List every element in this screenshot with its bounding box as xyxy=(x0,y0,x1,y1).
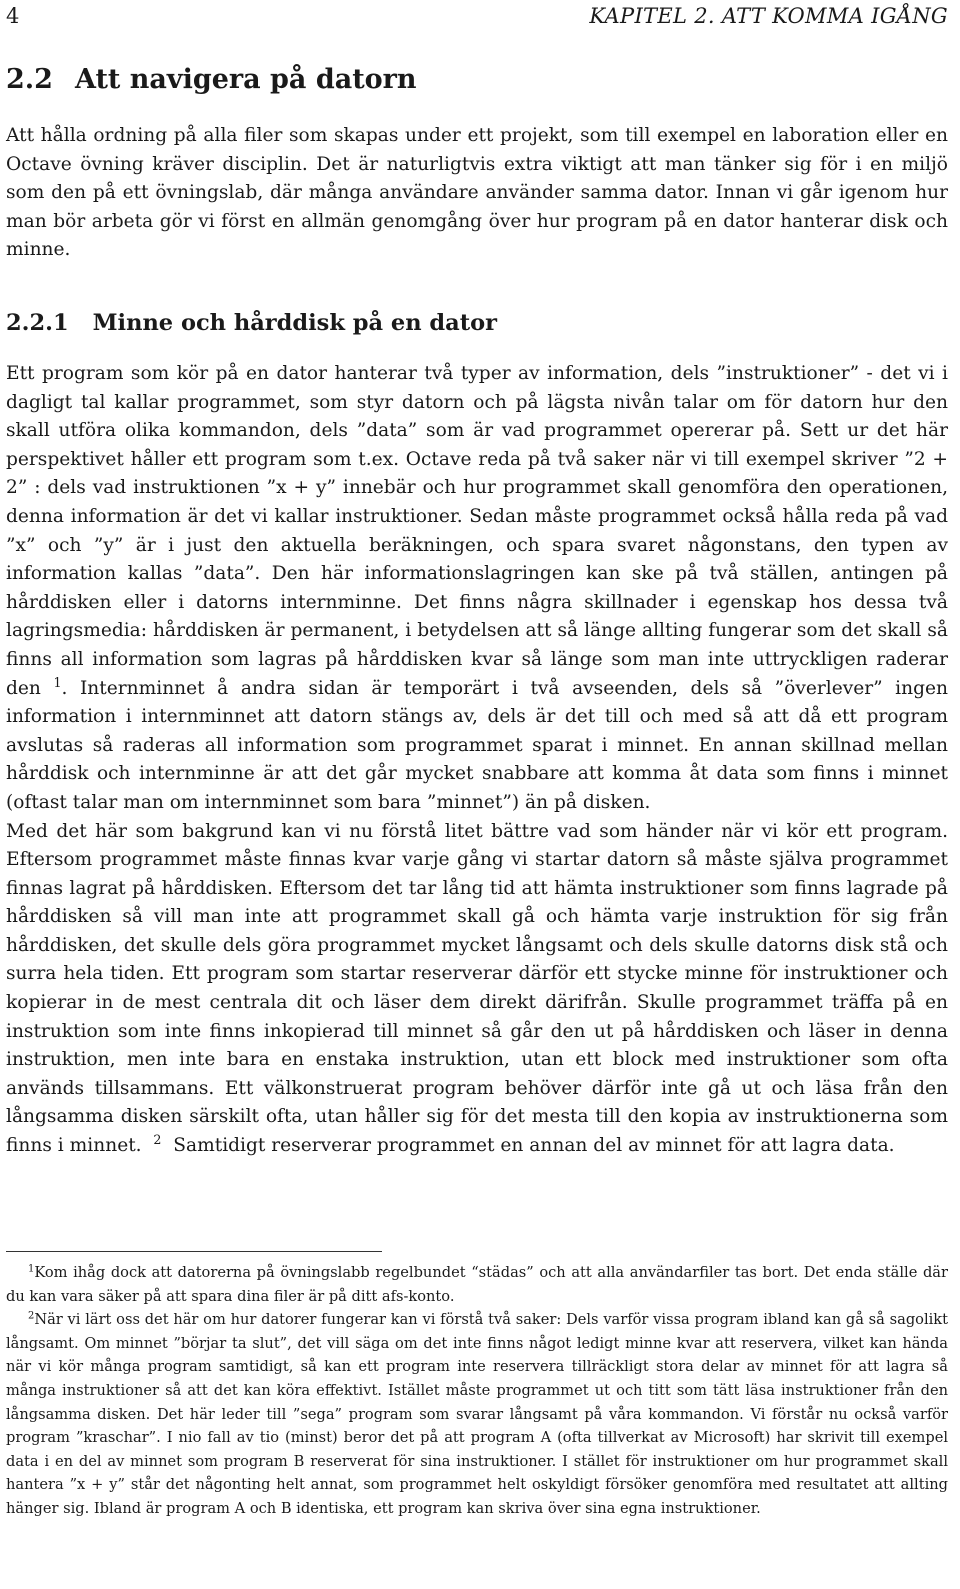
footnote-text: När vi lärt oss det här om hur datorer fungerar kan vi förstå två saker: Dels varför vissa program ibland kan gå så sagolikt långsamt. Om minnet ”börjar ta slut”, det vill säga om det inte finns något ledigt minne kvar att reservera, vilket kan hända när vi kör många program samtidigt, så kan ett program inte reservera tillräckligt stora delar av minnet för att lagra så många instruktioner så att det kan köra effektivt. Istället måste programmet ut och titt som tätt läsa instruktioner från den långsamma disken. Det här leder till ”sega” program som svarar långsamt på våra kommandon. Vi förstår nu också varför program ”kraschar”. I nio fall av tio (minst) beror det på att program A (ofta tillverkat av Microsoft) har skrivit till exempel data i en del av minnet som program B reserverat för sina instruktioner. I stället för instruktioner om hur programmet skall hantera ”x + y” står det någonting helt annat, som programmet helt oskyldigt försöker genomföra med resultatet att allting hänger sig. Ibland är program A och B identiska, ett program kan skriva över sina egna instruktioner. xyxy=(6,1311,948,1517)
footnote-marker: 2 xyxy=(28,1310,35,1322)
footnote-2 xyxy=(6,1308,948,1520)
chapter-title: KAPITEL 2. ATT KOMMA IGÅNG xyxy=(589,4,948,28)
section-title: Att navigera på datorn xyxy=(74,64,417,95)
footnote-ref-2: 2 xyxy=(153,1132,162,1148)
subsection-body xyxy=(6,360,948,1161)
paragraph-text: Ett program som kör på en dator hanterar två typer av information, dels ”instruktioner” - det vi i dagligt tal kallar programmet, som styr datorn och på lägsta nivån talar om för datorn hur den skall utföra olika kommandon, dels ”data” som är vad programmet opererar på. Sett ur det här perspektivet håller ett program som t.ex. Octave reda på två saker när vi till exempel skriver ”2 + 2” : dels vad instruktionen ”x + y” innebär och hur programmet skall genomföra den operationen, denna information är det vi kallar instruktioner. Sedan måste programmet också hålla reda på vad ”x” och ”y” är i just den aktuella beräkningen, och spara svaret någonstans, den typen av information kallas ”data”. Den här informationslagringen kan ske på två ställen, antingen på hårddisken eller i datorns internminne. Det finns några skillnader i egenskap hos dessa två lagringsmedia: hårddisken är permanent, i betydelsen att så länge allting fungerar som det skall så finns all information som lagras på hårddisken kvar så länge som man inte uttryckligen raderar den xyxy=(6,363,948,699)
footnote-ref-1: 1 xyxy=(53,674,62,690)
footnotes xyxy=(6,1261,948,1521)
footnote-marker: 1 xyxy=(28,1263,35,1275)
body-paragraph xyxy=(6,818,948,1161)
paragraph-text: Samtidigt reserverar programmet en annan del av minnet för att lagra data. xyxy=(173,1135,895,1157)
section-number: 2.2 xyxy=(6,64,53,95)
page-number: 4 xyxy=(6,4,20,28)
footnote-1 xyxy=(6,1261,948,1308)
footnote-separator xyxy=(6,1251,382,1252)
subsection-title: Minne och hårddisk på en dator xyxy=(92,310,497,336)
footnote-text: Kom ihåg dock att datorerna på övningslabb regelbundet “städas” och att alla användarfiler tas bort. Det enda ställe där du kan vara säker på att spara dina filer är på ditt afs-konto. xyxy=(6,1264,948,1305)
paragraph-text: Med det här som bakgrund kan vi nu förstå litet bättre vad som händer när vi kör ett program. Eftersom programmet måste finnas kvar varje gång vi startar datorn så måste själva programmet finnas lagrat på hårddisken. Eftersom det tar lång tid att hämta instruktioner som finns lagrade på hårddisken så vill man inte att programmet skall gå och hämta varje instruktion för sig från hårddisken, det skulle dels göra programmet mycket långsamt och dels skulle datorns disk stå och surra hela tiden. Ett program som startar reserverar därför ett stycke minne för instruktioner och kopierar in de mest centrala dit och läser dem direkt därifrån. Skulle programmet träffa på en instruktion som inte finns inkopierad till minnet så går den ut på hårddisken och läser in denna instruktion, men inte bara en enstaka instruktion, utan ett block med instruktioner som ofta används tillsammans. Ett välkonstruerat program behöver därför inte gå ut och läsa från den långsamma disken särskilt ofta, utan håller sig för det mesta till den kopia av instruktionerna som finns i minnet. xyxy=(6,820,948,1157)
section-heading xyxy=(6,64,417,95)
paragraph-text: . Internminnet å andra sidan är temporärt i två avseenden, dels så ”överlever” ingen information i internminnet att datorn stängs av, dels är det till och med så att då ett program avslutas så raderas all information som programmet sparat i minnet. En annan skillnad mellan hårddisk och internminne är att det går mycket snabbare att komma åt data som finns i minnet (oftast talar man om internminnet som bara ”minnet”) än på disken. xyxy=(6,677,948,813)
subsection-heading xyxy=(6,310,497,336)
body-paragraph xyxy=(6,360,948,818)
intro-paragraph: Att hålla ordning på alla filer som skapas under ett projekt, som till exempel en laboration eller en Octave övning kräver disciplin. Det är naturligtvis extra viktigt att man tänker sig för i en miljö som den på ett övningslab, där många användare använder samma dator. Innan vi går igenom hur man bör arbeta gör vi först en allmän genomgång över hur program på en dator hanterar disk och minne. xyxy=(6,125,948,261)
subsection-number: 2.2.1 xyxy=(6,310,69,336)
running-header xyxy=(6,4,948,32)
